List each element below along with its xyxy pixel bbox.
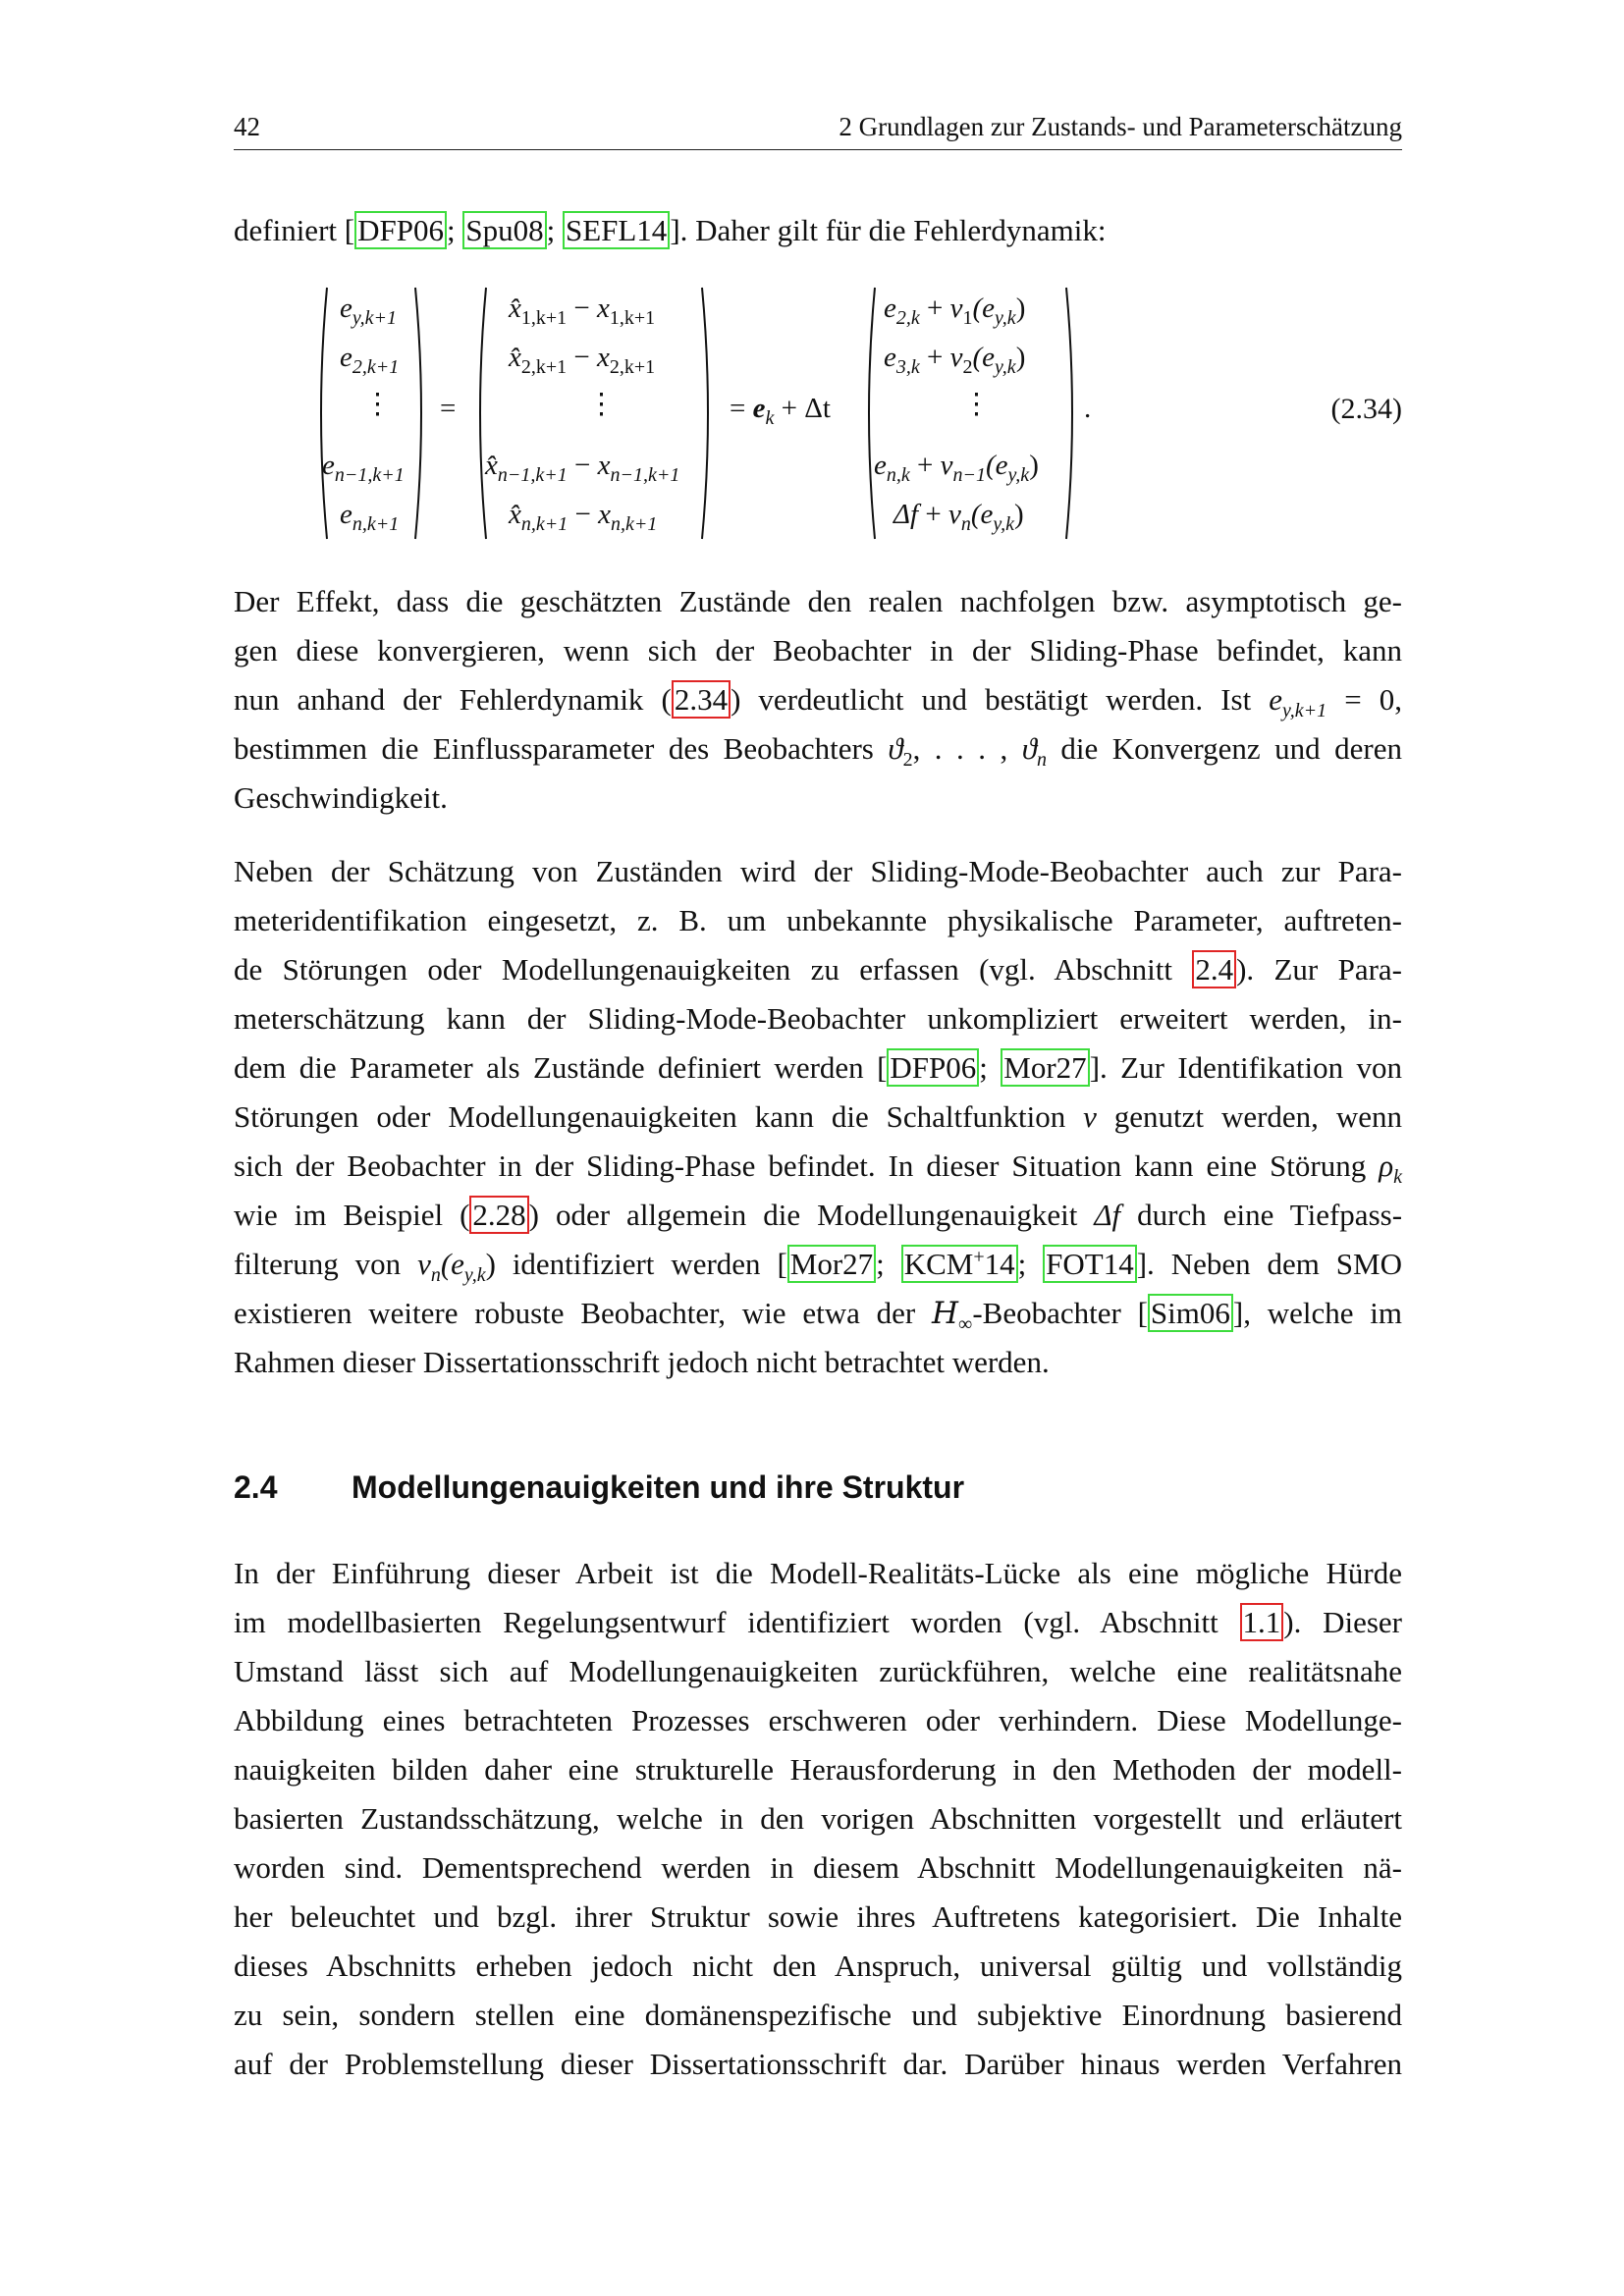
text-line: basierten Zustandsschätzung, welche in den vorigen Abschnitten vorgestellt und erläutert <box>234 1801 1402 1836</box>
text-line: bestimmen die Einflussparameter des Beobachters $ϑ_2$, . . . , $ϑ_n$ die Konvergenz und deren <box>234 731 1402 772</box>
text-line: nauigkeiten bilden daher eine strukturelle Herausforderung in den Methoden der modell- <box>234 1752 1402 1787</box>
left-paren <box>471 285 489 542</box>
section-ref-link[interactable]: 2.4 <box>1192 950 1236 988</box>
equation-2-34 <box>234 285 1402 550</box>
text-line: zu sein, sondern stellen eine domänenspezifische und subjektive Einordnung basierend <box>234 1998 1402 2032</box>
text-line: meteridentifikation eingesetzt, z. B. um unbekannte physikalische Parameter, auftreten- <box>234 903 1402 937</box>
page-number: 42 <box>234 112 260 141</box>
rhs-entry: $e_{2,k} + \nu_1(e_{y,k})$ <box>884 293 1026 329</box>
mid-entry: $x̂_{n-1,k+1} - x_{n-1,k+1}$ <box>485 450 680 486</box>
lhs-entry: $e_{2,k+1}$ <box>340 342 400 378</box>
section-title: Modellungenauigkeiten und ihre Struktur <box>352 1469 965 1505</box>
right-paren <box>1063 285 1081 542</box>
rhs-entry: $e_{n,k} + \nu_{n-1}(e_{y,k})$ <box>874 450 1039 486</box>
lhs-entry: $e_{n-1,k+1}$ <box>322 450 405 486</box>
separator: ; <box>546 213 563 247</box>
text-line: existieren weitere robuste Beobachter, wie etwa der $H_\infty$-Beobachter [Sim06], welche im <box>234 1296 1403 1336</box>
text-line: Umstand lässt sich auf Modellungenauigkeiten zurückführen, welche eine realitätsnahe <box>234 1654 1402 1688</box>
mid-entry: $x̂_{1,k+1} - x_{1,k+1}$ <box>509 293 656 329</box>
vdots: ⋮ <box>587 389 616 420</box>
text-line: dem die Parameter als Zustände definiert werden [DFP06; Mor27]. Zur Identifikation von <box>234 1050 1402 1085</box>
equation-number: (2.34) <box>1330 393 1402 425</box>
text-line: wie im Beispiel (2.28) oder allgemein die Modellungenauigkeit Δf durch eine Tiefpass- <box>234 1198 1403 1232</box>
citation-link[interactable]: Sim06 <box>1148 1294 1233 1332</box>
citation-link[interactable]: DFP06 <box>887 1048 979 1087</box>
text-line: Neben der Schätzung von Zuständen wird der Sliding-Mode-Beobachter auch zur Para- <box>234 854 1402 888</box>
left-paren <box>860 285 878 542</box>
chapter-title: 2 Grundlagen zur Zustands- und Parameterschätzung <box>839 112 1402 141</box>
mid-vector <box>471 285 717 542</box>
separator: ; <box>446 213 463 247</box>
vdots: ⋮ <box>363 389 392 420</box>
rhs-vector <box>860 285 1081 542</box>
intro-line <box>234 206 1402 255</box>
rhs-entry: $e_{3,k} + \nu_2(e_{y,k})$ <box>884 342 1026 378</box>
equation-period: . <box>1084 393 1092 424</box>
citation-link[interactable]: SEFL14 <box>563 211 670 249</box>
text-line: auf der Problemstellung dieser Dissertationsschrift dar. Darüber hinaus werden Verfahren <box>234 2047 1402 2081</box>
citation-link[interactable]: Mor27 <box>1001 1048 1089 1087</box>
text-line: Der Effekt, dass die geschätzten Zustände den realen nachfolgen bzw. asymptotisch ge- <box>234 584 1402 618</box>
citation-link[interactable]: DFP06 <box>354 211 447 249</box>
citation-link[interactable]: FOT14 <box>1043 1245 1137 1283</box>
paragraph-2 <box>234 847 1402 1387</box>
citation-link[interactable]: Spu08 <box>462 211 546 249</box>
lhs-entry: $e_{n,k+1}$ <box>340 499 400 535</box>
right-paren <box>699 285 717 542</box>
equation-ref-link[interactable]: 2.34 <box>672 680 731 719</box>
running-header <box>234 112 1402 150</box>
text-line: In der Einführung dieser Arbeit ist die Modell-Realitäts-Lücke als eine mögliche Hürde <box>234 1556 1402 1590</box>
rhs-entry: $\Delta f + \nu_n(e_{y,k})$ <box>893 499 1024 535</box>
equals-sign: = <box>440 393 457 424</box>
text-line: worden sind. Dementsprechend werden in diesem Abschnitt Modellungenauigkeiten nä- <box>234 1850 1402 1885</box>
lhs-vector <box>312 285 430 542</box>
text-line: de Störungen oder Modellungenauigkeiten zu erfassen (vgl. Abschnitt 2.4). Zur Para- <box>234 952 1402 987</box>
text-line: dieses Abschnitts erheben jedoch nicht den Anspruch, universal gültig und vollständig <box>234 1949 1402 1983</box>
text-line: Rahmen dieser Dissertationsschrift jedoch nicht betrachtet werden. <box>234 1345 1050 1379</box>
text-line: im modellbasierten Regelungsentwurf identifiziert worden (vgl. Abschnitt 1.1). Dieser <box>234 1605 1403 1639</box>
mid-entry: $x̂_{2,k+1} - x_{2,k+1}$ <box>509 342 656 378</box>
text-line: gen diese konvergieren, wenn sich der Beobachter in der Sliding-Phase befindet, kann <box>234 633 1402 667</box>
text-line: Abbildung eines betrachteten Prozesses erschweren oder verhindern. Diese Modellunge- <box>234 1703 1402 1737</box>
left-paren <box>312 285 330 542</box>
lhs-entry: $e_{y,k+1}$ <box>340 293 398 329</box>
citation-link[interactable]: KCM+14 <box>901 1245 1018 1283</box>
text-line: nun anhand der Fehlerdynamik (2.34) verdeutlicht und bestätigt werden. Ist $e_{y,k+1} = 0$, <box>234 682 1403 722</box>
paragraph-3 <box>234 1549 1402 2089</box>
section-ref-link[interactable]: 1.1 <box>1240 1603 1284 1641</box>
intro-text: ]. Daher gilt für die Fehlerdynamik: <box>670 213 1107 247</box>
mid-entry: $x̂_{n,k+1} - x_{n,k+1}$ <box>509 499 658 535</box>
paragraph-1 <box>234 577 1402 823</box>
equation-ref-link[interactable]: 2.28 <box>469 1196 528 1234</box>
section-number: 2.4 <box>234 1469 278 1505</box>
text-line: sich der Beobachter in der Sliding-Phase befindet. In dieser Situation kann eine Störung $\rho_k$ <box>234 1148 1402 1189</box>
text-line: Geschwindigkeit. <box>234 780 448 815</box>
text-line: filterung von $\nu_n(e_{y,k})$ identifiziert werden [Mor27; KCM+14; FOT14]. Neben dem SMO <box>234 1246 1402 1287</box>
ek-plus-dt: = $e_k + \Delta t$ <box>730 393 831 429</box>
intro-text: definiert [ <box>234 213 355 247</box>
right-paren <box>412 285 430 542</box>
text-line: her beleuchtet und bzgl. ihrer Struktur sowie ihres Auftretens kategorisiert. Die Inhalte <box>234 1899 1402 1934</box>
citation-link[interactable]: Mor27 <box>787 1245 876 1283</box>
vdots: ⋮ <box>962 389 991 420</box>
text-line: meterschätzung kann der Sliding-Mode-Beobachter unkompliziert erweitert werden, in- <box>234 1001 1402 1036</box>
text-line: Störungen oder Modellungenauigkeiten kann die Schaltfunktion ν genutzt werden, wenn <box>234 1099 1402 1134</box>
